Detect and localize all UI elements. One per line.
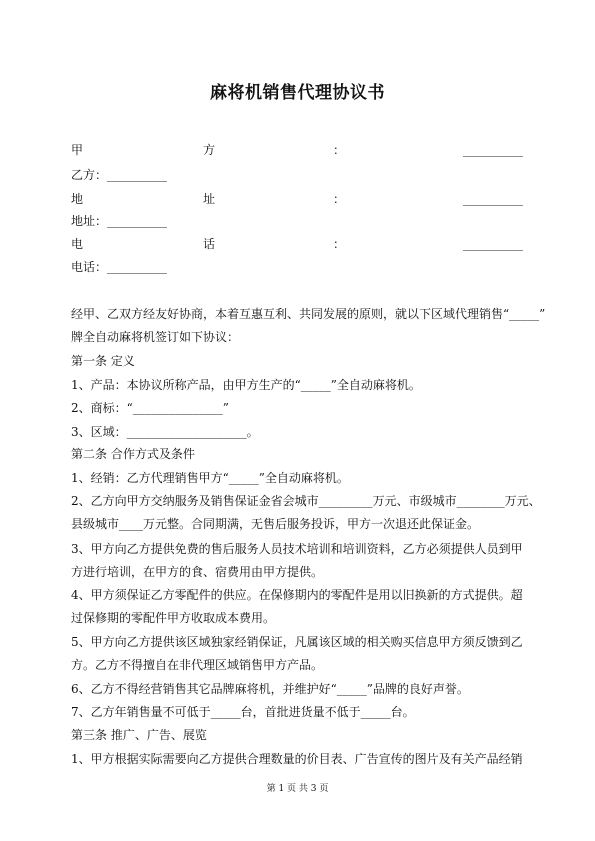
body-line: 6、乙方不得经营销售其它品牌麻将机，并维护好“_____”品牌的良好声誉。 <box>71 682 469 696</box>
body-line: 牌全自动麻将机签订如下协议： <box>71 330 240 344</box>
body-line: 1、产品：本协议所称产品，由甲方生产的“_____”全自动麻将机。 <box>71 378 421 392</box>
address-a-blank: __________ <box>463 192 523 206</box>
body-line: 县级城市____万元整。合同期满，无售后服务投诉，甲方一次退还此保证金。 <box>71 517 480 531</box>
phone-a-char1: 电 <box>71 237 84 251</box>
body-line: 3、甲方向乙方提供免费的售后服务人员技术培训和培训资料，乙方必须提供人员到甲 <box>71 542 523 556</box>
section-heading: 第二条 合作方式及条件 <box>71 447 195 461</box>
party-a-blank: __________ <box>463 143 523 157</box>
body-line: 2、商标：“_______________” <box>71 401 229 415</box>
phone-a-char2: 话 <box>203 237 216 251</box>
address-a-colon: ： <box>333 192 346 206</box>
phone-a-colon: ： <box>333 237 346 251</box>
body-line: 4、甲方须保证乙方零配件的供应。在保修期内的零配件是用以旧换新的方式提供。超 <box>71 588 523 602</box>
section-heading: 第三条 推广、广告、展览 <box>71 728 207 742</box>
body-line: 7、乙方年销售量不可低于_____台，首批进货量不低于_____台。 <box>71 705 415 719</box>
document-title: 麻将机销售代理协议书 <box>210 83 385 103</box>
party-b-line: 乙方：__________ <box>71 168 168 182</box>
body-line: 经甲、乙双方经友好协商，本着互惠互利、共同发展的原则，就以下区域代理销售“_____” <box>71 307 546 321</box>
phone-b-line: 电话：__________ <box>71 260 168 274</box>
address-a-char2: 址 <box>203 192 216 206</box>
address-a-char1: 地 <box>71 192 84 206</box>
body-line: 方。乙方不得擅自在非代理区域销售甲方产品。 <box>71 658 324 672</box>
body-line: 1、甲方根据实际需要向乙方提供合理数量的价目表、广告宣传的图片及有关产品经销 <box>71 752 523 766</box>
party-a-char2: 方 <box>203 143 216 157</box>
phone-a-blank: __________ <box>463 237 523 251</box>
party-a-char1: 甲 <box>71 143 84 157</box>
body-line: 2、乙方向甲方交纳服务及销售保证金省会城市_________万元、市级城市________万元、 <box>71 494 541 508</box>
body-line: 1、经销：乙方代理销售甲方“_____”全自动麻将机。 <box>71 471 349 485</box>
body-line: 方进行培训，在甲方的食、宿费用由甲方提供。 <box>71 565 324 579</box>
body-line: 3、区域：____________________。 <box>71 425 259 439</box>
party-a-colon: ： <box>333 143 346 157</box>
body-line: 5、甲方向乙方提供该区域独家经销保证，凡属该区域的相关购买信息甲方须反馈到乙 <box>71 635 523 649</box>
section-heading: 第一条 定义 <box>71 354 135 368</box>
page-footer: 第 1 页 共 3 页 <box>266 784 329 794</box>
body-line: 过保修期的零配件甲方收取成本费用。 <box>71 611 276 625</box>
address-b-line: 地址：__________ <box>71 214 168 228</box>
